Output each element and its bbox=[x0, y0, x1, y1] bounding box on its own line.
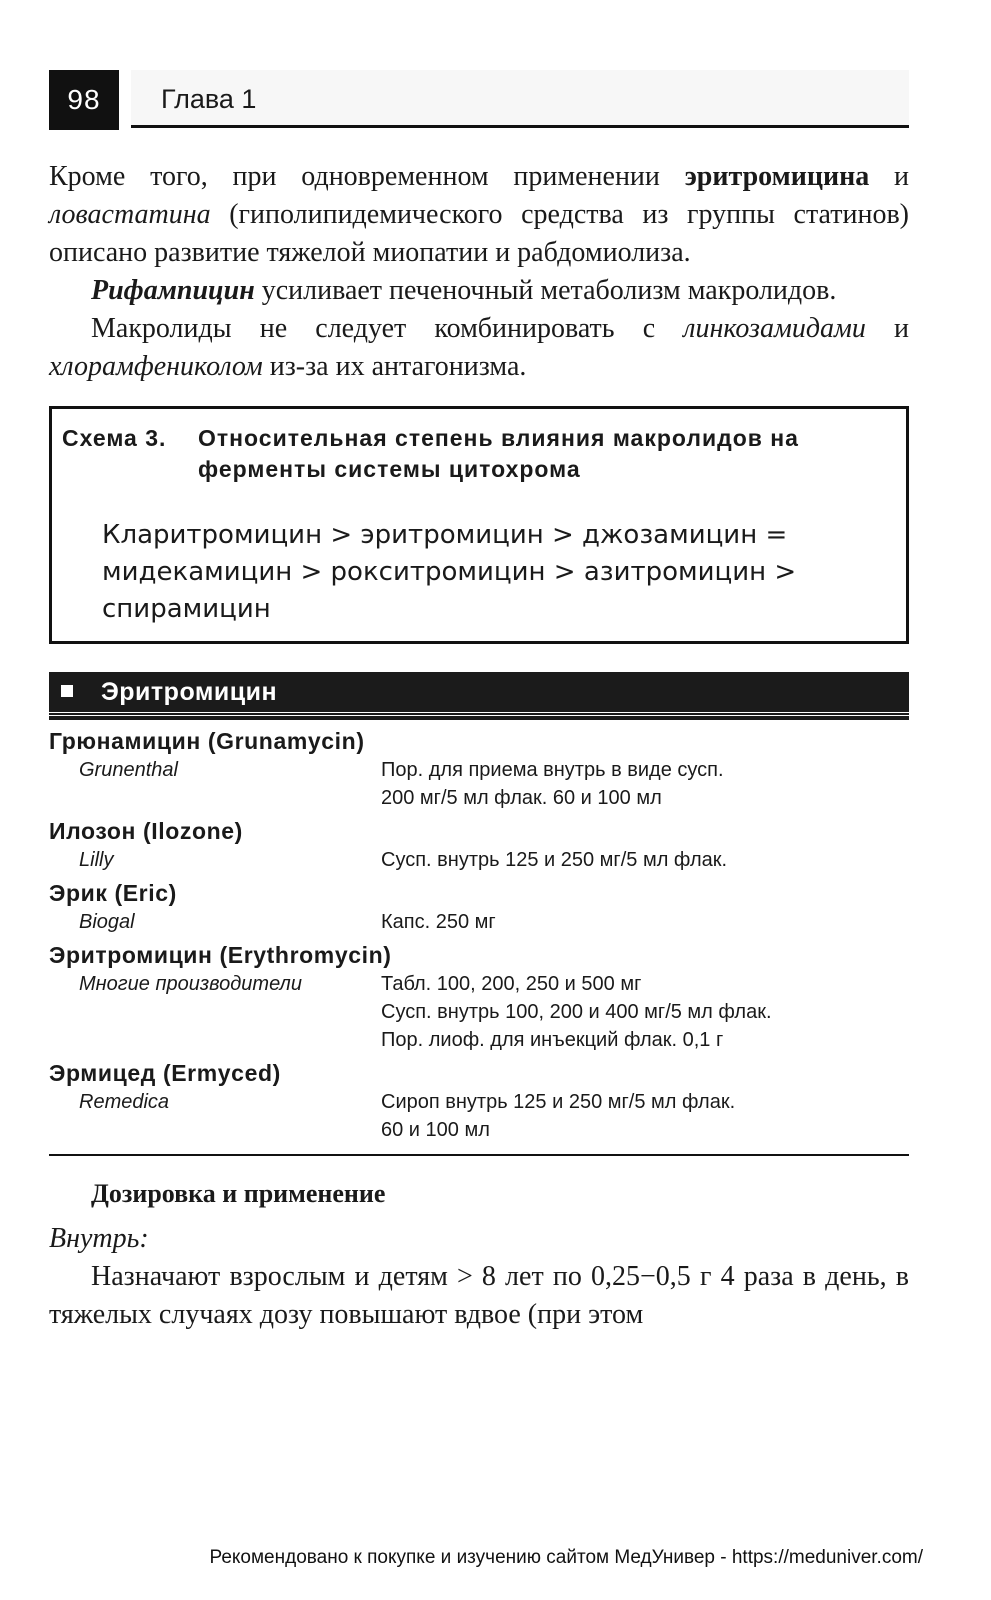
drug-entry bbox=[49, 940, 909, 1054]
drug-forms bbox=[381, 756, 909, 812]
drug-entry bbox=[49, 726, 909, 812]
drug-form: Сироп внутрь 125 и 250 мг/5 мл флак. bbox=[381, 1091, 736, 1113]
drug-form: 60 и 100 мл bbox=[381, 1119, 490, 1141]
drug-name: Илозон (Ilozone) bbox=[49, 818, 243, 844]
paragraph-rifampicin bbox=[49, 272, 909, 310]
drug-entry bbox=[49, 878, 909, 936]
page-header bbox=[49, 70, 909, 130]
drug-term: Рифампицин bbox=[91, 275, 255, 306]
footer-recommendation: Рекомендовано к покупке и изучению сайтом МедУнивер - https://meduniver.com/ bbox=[209, 1547, 923, 1568]
drug-form: Сусп. внутрь 100, 200 и 400 мг/5 мл флак. bbox=[381, 1001, 772, 1023]
drug-details bbox=[49, 756, 909, 812]
drug-forms bbox=[381, 846, 909, 874]
scheme-body: Кларитромицин > эритромицин > джозамицин = мидекамицин > рокситромицин > азитромицин > спирамицин bbox=[102, 520, 797, 624]
drug-form: Пор. для приема внутрь в виде сусп. bbox=[381, 759, 724, 781]
drug-name: Эрмицед (Ermyced) bbox=[49, 1060, 281, 1086]
drug-term: линкозамидами bbox=[683, 313, 866, 344]
drug-name: Эрик (Eric) bbox=[49, 880, 177, 906]
paragraph-interactions bbox=[49, 158, 909, 272]
chapter-title: Глава 1 bbox=[131, 70, 909, 128]
text-span: из-за их антагонизма. bbox=[262, 351, 527, 382]
text-span: (гиполипидемического средства из группы статинов) описано развитие тяжелой миопатии и рабдомиолиза. bbox=[49, 199, 909, 268]
section-title: Эритромицин bbox=[101, 678, 278, 706]
drug-term: ловастатина bbox=[49, 199, 211, 230]
paragraph-antagonism bbox=[49, 310, 909, 386]
drug-form: Сусп. внутрь 125 и 250 мг/5 мл флак. bbox=[381, 849, 728, 871]
drug-manufacturer: Remedica bbox=[79, 1091, 170, 1113]
drug-details bbox=[49, 908, 909, 936]
drug-term: эритромицина bbox=[684, 161, 870, 192]
dosage-text: Назначают взрослым и детям > 8 лет по 0,25−0,5 г 4 раза в день, в тяжелых случаях дозу повышают вдвое (при этом bbox=[49, 1261, 909, 1330]
square-bullet-icon bbox=[61, 685, 73, 697]
drug-form: Табл. 100, 200, 250 и 500 мг bbox=[381, 973, 642, 995]
scheme-caption: Относительная степень влияния макролидов на ферменты системы цитохрома bbox=[198, 425, 799, 482]
drug-name: Грюнамицин (Grunamycin) bbox=[49, 728, 365, 754]
drug-entry bbox=[49, 816, 909, 874]
section-header bbox=[49, 672, 909, 716]
drug-form: 200 мг/5 мл флак. 60 и 100 мл bbox=[381, 787, 662, 809]
scheme-label: Схема 3. bbox=[62, 425, 167, 451]
drug-forms bbox=[381, 908, 909, 936]
drug-details bbox=[49, 1088, 909, 1144]
drug-list bbox=[49, 726, 909, 1156]
text-span: и bbox=[869, 161, 910, 192]
text-span: усиливает печеночный метаболизм макролидов. bbox=[254, 275, 837, 306]
text-span: Макролиды не следует комбинировать с bbox=[91, 313, 684, 344]
book-page bbox=[49, 70, 909, 1334]
scheme-box bbox=[49, 406, 909, 644]
dosage-route: Внутрь: bbox=[49, 1223, 149, 1254]
drug-forms bbox=[381, 1088, 909, 1144]
page-number: 98 bbox=[49, 70, 119, 130]
drug-term: хлорамфениколом bbox=[49, 351, 263, 382]
text-span: и bbox=[865, 313, 910, 344]
drug-forms bbox=[381, 970, 909, 1054]
body-text bbox=[49, 158, 909, 386]
scheme-title bbox=[62, 423, 896, 485]
drug-manufacturer: Lilly bbox=[79, 849, 114, 871]
drug-details bbox=[49, 846, 909, 874]
drug-form: Пор. лиоф. для инъекций флак. 0,1 г bbox=[381, 1029, 724, 1051]
text-span: Кроме того, при одновременном применении bbox=[49, 161, 685, 192]
drug-entry bbox=[49, 1058, 909, 1144]
dosage-heading: Дозировка и применение bbox=[91, 1179, 386, 1208]
drug-manufacturer: Grunenthal bbox=[79, 759, 178, 781]
drug-details bbox=[49, 970, 909, 1054]
drug-manufacturer: Biogal bbox=[79, 911, 135, 933]
drug-manufacturer: Многие производители bbox=[79, 973, 302, 995]
drug-form: Капс. 250 мг bbox=[381, 911, 496, 933]
dosage-section bbox=[49, 1174, 909, 1334]
drug-name: Эритромицин (Erythromycin) bbox=[49, 942, 392, 968]
